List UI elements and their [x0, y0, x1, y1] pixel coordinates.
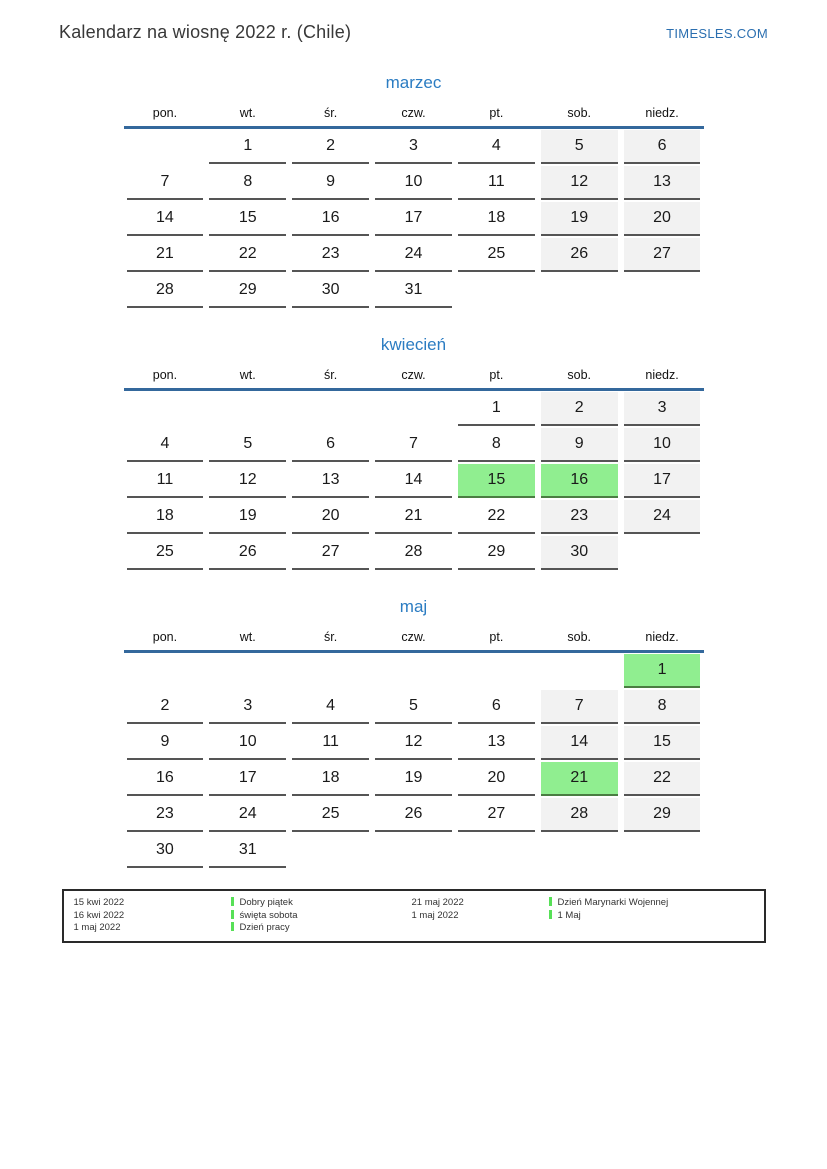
weekday-label: czw. [401, 106, 426, 120]
weekday-label: sob. [567, 106, 592, 120]
site-link[interactable]: TIMESLES.COM [666, 26, 768, 41]
day-cell: 10 [375, 166, 452, 200]
day-cell-empty [624, 536, 701, 570]
day-cell: 8 [458, 428, 535, 462]
day-cell: 29 [209, 274, 286, 308]
day-cell: 27 [624, 238, 701, 272]
weekday-label: pon. [152, 368, 178, 382]
day-cell: 17 [375, 202, 452, 236]
month-title: maj [399, 597, 428, 616]
week-row [124, 129, 704, 165]
day-cell-empty [209, 392, 286, 426]
day-cell: 31 [375, 274, 452, 308]
day-cell-empty [209, 654, 286, 688]
day-cell: 12 [209, 464, 286, 498]
day-cell-empty [375, 654, 452, 688]
holiday-marker-icon [231, 922, 234, 931]
legend-date: 16 kwi 2022 [73, 909, 125, 921]
day-cell: 13 [292, 464, 369, 498]
day-cell-empty [541, 654, 618, 688]
weekday-label: niedz. [645, 630, 679, 644]
weekday-header-row [124, 630, 704, 653]
day-cell-empty [375, 834, 452, 868]
month-maj [124, 596, 704, 869]
weekday-label: pon. [152, 630, 178, 644]
day-cell: 6 [292, 428, 369, 462]
day-cell-empty [624, 834, 701, 868]
day-cell: 14 [127, 202, 204, 236]
week-row [124, 833, 704, 869]
day-cell: 9 [541, 428, 618, 462]
day-cell: 3 [375, 130, 452, 164]
day-cell-empty [541, 274, 618, 308]
day-cell: 6 [624, 130, 701, 164]
day-cell: 12 [375, 726, 452, 760]
day-cell: 9 [292, 166, 369, 200]
day-cell: 19 [375, 762, 452, 796]
weekday-header-row [124, 368, 704, 391]
day-cell: 23 [292, 238, 369, 272]
weekday-header-row [124, 106, 704, 129]
week-row [124, 165, 704, 201]
day-cell-empty [541, 834, 618, 868]
day-cell: 10 [209, 726, 286, 760]
day-cell: 15 [458, 464, 535, 498]
holiday-marker-icon [231, 910, 234, 919]
day-cell: 3 [209, 690, 286, 724]
day-cell: 7 [541, 690, 618, 724]
weekday-label: wt. [239, 368, 256, 382]
day-cell-empty [458, 274, 535, 308]
holiday-marker-icon [231, 897, 234, 906]
day-cell: 30 [127, 834, 204, 868]
day-cell: 17 [209, 762, 286, 796]
day-cell-empty [458, 834, 535, 868]
legend-label [549, 922, 758, 935]
week-row [124, 237, 704, 273]
day-cell: 10 [624, 428, 701, 462]
month-title: kwiecień [380, 335, 447, 354]
day-cell: 2 [541, 392, 618, 426]
legend-date: 21 maj 2022 [411, 897, 464, 908]
holiday-marker-icon [549, 910, 552, 919]
day-cell: 6 [458, 690, 535, 724]
day-cell: 14 [375, 464, 452, 498]
holiday-legend [62, 889, 766, 943]
page-header [0, 0, 827, 43]
day-cell: 11 [292, 726, 369, 760]
day-cell-empty [292, 392, 369, 426]
legend-date: 15 kwi 2022 [73, 897, 125, 908]
day-cell: 1 [209, 130, 286, 164]
day-cell: 28 [127, 274, 204, 308]
legend-label-text: Dobry piątek [239, 897, 293, 908]
weekday-label: pt. [489, 630, 504, 644]
weekday-label: niedz. [645, 106, 679, 120]
weekday-label: pt. [489, 106, 504, 120]
day-cell: 25 [292, 798, 369, 832]
day-cell: 3 [624, 392, 701, 426]
weekday-label: wt. [239, 106, 256, 120]
day-cell: 20 [292, 500, 369, 534]
legend-label [549, 897, 758, 910]
day-cell: 27 [292, 536, 369, 570]
day-cell: 11 [127, 464, 204, 498]
day-cell: 15 [624, 726, 701, 760]
legend-label-text: święta sobota [239, 909, 298, 921]
day-cell: 4 [127, 428, 204, 462]
weekday-label: wt. [239, 630, 256, 644]
week-row [124, 725, 704, 761]
day-cell-empty [375, 392, 452, 426]
day-cell: 26 [209, 536, 286, 570]
day-cell: 5 [541, 130, 618, 164]
day-cell: 19 [541, 202, 618, 236]
day-cell: 25 [127, 536, 204, 570]
weekday-label: pon. [152, 106, 178, 120]
day-cell: 27 [458, 798, 535, 832]
day-cell: 18 [292, 762, 369, 796]
day-cell-empty [127, 130, 204, 164]
weekday-label: śr. [324, 630, 338, 644]
weekday-label: sob. [567, 630, 592, 644]
day-cell: 9 [127, 726, 204, 760]
day-cell: 5 [375, 690, 452, 724]
weekday-label: sob. [567, 368, 592, 382]
week-row [124, 499, 704, 535]
week-row [124, 427, 704, 463]
day-cell: 21 [541, 762, 618, 796]
weekday-label: niedz. [645, 368, 679, 382]
day-cell: 16 [292, 202, 369, 236]
day-cell: 23 [127, 798, 204, 832]
day-cell: 1 [458, 392, 535, 426]
day-cell: 17 [624, 464, 701, 498]
day-cell: 11 [458, 166, 535, 200]
day-cell: 30 [541, 536, 618, 570]
weekday-label: czw. [401, 630, 426, 644]
month-title: marzec [385, 73, 442, 92]
legend-label-text: Dzień pracy [239, 922, 290, 933]
weekday-label: śr. [324, 106, 338, 120]
day-cell: 13 [624, 166, 701, 200]
day-cell: 8 [624, 690, 701, 724]
day-cell: 7 [127, 166, 204, 200]
legend-label-text: Dzień Marynarki Wojennej [557, 897, 669, 908]
day-cell: 22 [209, 238, 286, 272]
day-cell: 20 [458, 762, 535, 796]
week-row [124, 689, 704, 725]
holiday-marker-icon [549, 897, 552, 906]
day-cell: 2 [292, 130, 369, 164]
month-marzec [124, 72, 704, 309]
day-cell: 16 [541, 464, 618, 498]
day-cell: 16 [127, 762, 204, 796]
day-cell: 12 [541, 166, 618, 200]
day-cell: 1 [624, 654, 701, 688]
week-row [124, 201, 704, 237]
week-row [124, 535, 704, 571]
weekday-label: śr. [324, 368, 338, 382]
day-cell: 14 [541, 726, 618, 760]
legend-label [231, 922, 412, 935]
day-cell: 18 [127, 500, 204, 534]
legend-date [412, 922, 549, 935]
day-cell: 13 [458, 726, 535, 760]
month-kwiecień [124, 334, 704, 571]
week-row [124, 463, 704, 499]
day-cell: 18 [458, 202, 535, 236]
day-cell: 26 [375, 798, 452, 832]
legend-label-text: 1 Maj [557, 909, 581, 921]
legend-date: 1 maj 2022 [411, 909, 459, 921]
legend-label [549, 910, 758, 923]
day-cell: 31 [209, 834, 286, 868]
day-cell: 8 [209, 166, 286, 200]
day-cell-empty [624, 274, 701, 308]
day-cell: 7 [375, 428, 452, 462]
week-row [124, 653, 704, 689]
day-cell: 22 [458, 500, 535, 534]
months [124, 72, 704, 869]
week-row [124, 391, 704, 427]
day-cell: 20 [624, 202, 701, 236]
day-cell: 21 [375, 500, 452, 534]
legend-label [231, 910, 412, 923]
day-cell: 26 [541, 238, 618, 272]
day-cell-empty [292, 834, 369, 868]
legend-label [231, 897, 412, 910]
day-cell-empty [292, 654, 369, 688]
day-cell: 28 [375, 536, 452, 570]
day-cell: 30 [292, 274, 369, 308]
day-cell: 24 [209, 798, 286, 832]
weekday-label: czw. [401, 368, 426, 382]
day-cell: 19 [209, 500, 286, 534]
week-row [124, 273, 704, 309]
day-cell: 28 [541, 798, 618, 832]
day-cell: 22 [624, 762, 701, 796]
day-cell: 29 [624, 798, 701, 832]
day-cell-empty [127, 654, 204, 688]
day-cell: 24 [375, 238, 452, 272]
day-cell: 29 [458, 536, 535, 570]
day-cell: 25 [458, 238, 535, 272]
day-cell: 24 [624, 500, 701, 534]
day-cell-empty [458, 654, 535, 688]
weekday-label: pt. [489, 368, 504, 382]
day-cell: 4 [292, 690, 369, 724]
day-cell: 2 [127, 690, 204, 724]
legend-grid [74, 897, 758, 935]
day-cell: 23 [541, 500, 618, 534]
week-row [124, 797, 704, 833]
week-row [124, 761, 704, 797]
day-cell: 21 [127, 238, 204, 272]
page-title: Kalendarz na wiosnę 2022 r. (Chile) [59, 22, 352, 42]
day-cell: 4 [458, 130, 535, 164]
day-cell: 15 [209, 202, 286, 236]
legend-date: 1 maj 2022 [73, 922, 121, 933]
day-cell-empty [127, 392, 204, 426]
day-cell: 5 [209, 428, 286, 462]
